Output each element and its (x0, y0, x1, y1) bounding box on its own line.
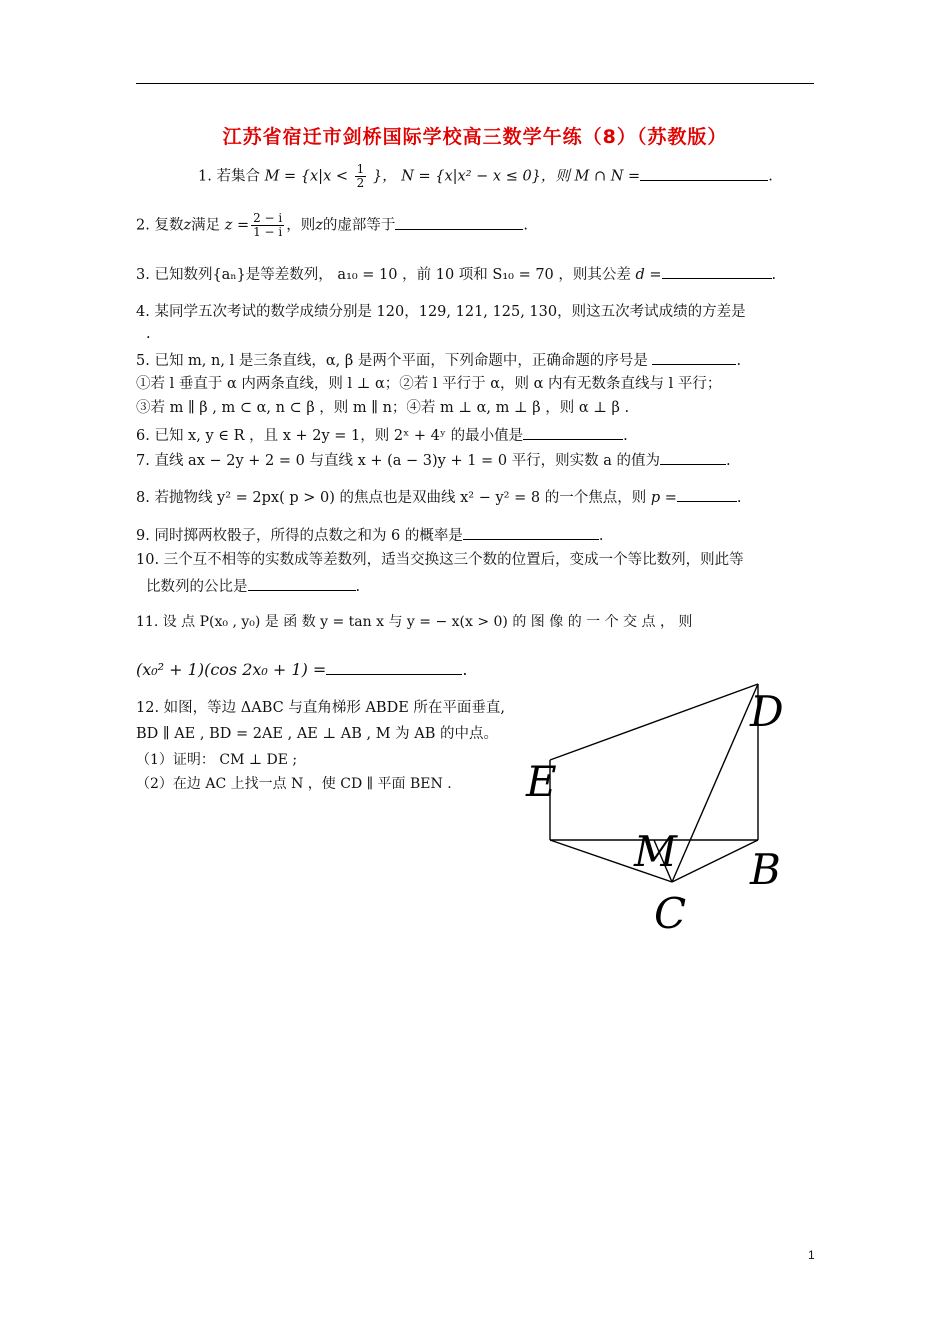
question-12-part-2: （2）在边 AC 上找一点 N ，使 CD ∥ 平面 BEN . (136, 776, 452, 792)
question-4-cont: . (146, 326, 151, 342)
question-11-cont: (x₀² + 1)(cos 2x₀ + 1) = . (136, 660, 468, 679)
question-3: 3. 已知数列{aₙ}是等差数列， a₁₀ = 10 ，前 10 项和 S₁₀ = 70 ，则其公差 d = . (136, 264, 776, 285)
edge-DC (672, 684, 758, 882)
label-D: D (750, 687, 784, 736)
question-5: 5. 已知 m, n, l 是三条直线，α, β 是两个平面，下列命题中，正确命题的序号是 . (136, 350, 741, 371)
label-M: M (634, 827, 678, 876)
answer-blank-10[interactable] (248, 576, 356, 591)
question-4: 4. 某同学五次考试的数学成绩分别是 120，129, 121, 125, 130，则这五次考试成绩的方差是 (136, 304, 746, 320)
question-2: 2. 复数z满足 z = $\frac{2 - i}{1 - i}$ ，则z的虚部等于 . (136, 211, 529, 239)
label-C: C (654, 889, 687, 938)
answer-blank-9[interactable] (463, 525, 599, 540)
label-E: E (526, 757, 557, 806)
page-number: 1 (808, 1248, 815, 1262)
page-title: 江苏省宿迁市剑桥国际学校高三数学午练（8）（苏教版） (222, 126, 728, 148)
question-5-statement-3-4: ③若 m ∥ β , m ⊂ α, n ⊂ β ，则 m ∥ n；④若 m ⊥ α, m ⊥ β ，则 α ⊥ β . (136, 400, 630, 416)
answer-blank-7[interactable] (660, 450, 726, 465)
label-B: B (750, 845, 781, 894)
question-8: 8. 若抛物线 y² = 2px( p > 0) 的焦点也是双曲线 x² − y² = 8 的一个焦点，则 p = . (136, 487, 741, 508)
question-6: 6. 已知 x, y ∈ R ，且 x + 2y = 1，则 2ˣ + 4ʸ 的最小值是 . (136, 425, 628, 446)
answer-blank-1[interactable] (640, 166, 768, 181)
edge-ED (550, 684, 758, 760)
question-5-statement-1-2: ①若 l 垂直于 α 内两条直线，则 l ⊥ α；②若 l 平行于 α，则 α 内有无数条直线与 l 平行； (136, 376, 722, 392)
answer-blank-11[interactable] (326, 660, 462, 675)
question-11: 11. 设 点 P(x₀ , y₀) 是 函 数 y = tan x 与 y = − x(x > 0) 的 图 像 的 一 个 交 点 ， 则 (136, 614, 693, 630)
question-12-part-1: （1）证明： CM ⊥ DE ; (136, 752, 298, 768)
question-1: 1. 若集合 M = {x|x < $\frac{1}{2}$ }， N = {x|x² − x ≤ 0}，则 M ∩ N = . (198, 162, 773, 190)
answer-blank-8[interactable] (677, 487, 737, 502)
fraction-one-half: $\frac{1}{2}$ (356, 162, 365, 190)
question-10-cont: 比数列的公比是 . (146, 576, 360, 597)
edge-BC (672, 840, 758, 882)
header-rule (136, 83, 814, 84)
question-12-condition: BD ∥ AE , BD = 2AE , AE ⊥ AB , M 为 AB 的中点。 (136, 726, 499, 742)
answer-blank-3[interactable] (662, 264, 772, 279)
question-10: 10. 三个互不相等的实数成等差数列，适当交换这三个数的位置后，变成一个等比数列，则此等 (136, 552, 744, 568)
geometry-figure (520, 670, 820, 940)
answer-blank-5[interactable] (652, 350, 736, 365)
question-9: 9. 同时掷两枚骰子，所得的点数之和为 6 的概率是 . (136, 525, 604, 546)
question-7: 7. 直线 ax − 2y + 2 = 0 与直线 x + (a − 3)y + 1 = 0 平行，则实数 a 的值为 . (136, 450, 731, 471)
fraction-complex: $\frac{2 - i}{1 - i}$ (253, 211, 283, 239)
question-12: 12. 如图，等边 ΔABC 与直角梯形 ABDE 所在平面垂直, (136, 700, 506, 716)
answer-blank-2[interactable] (395, 215, 523, 230)
answer-blank-6[interactable] (523, 425, 623, 440)
